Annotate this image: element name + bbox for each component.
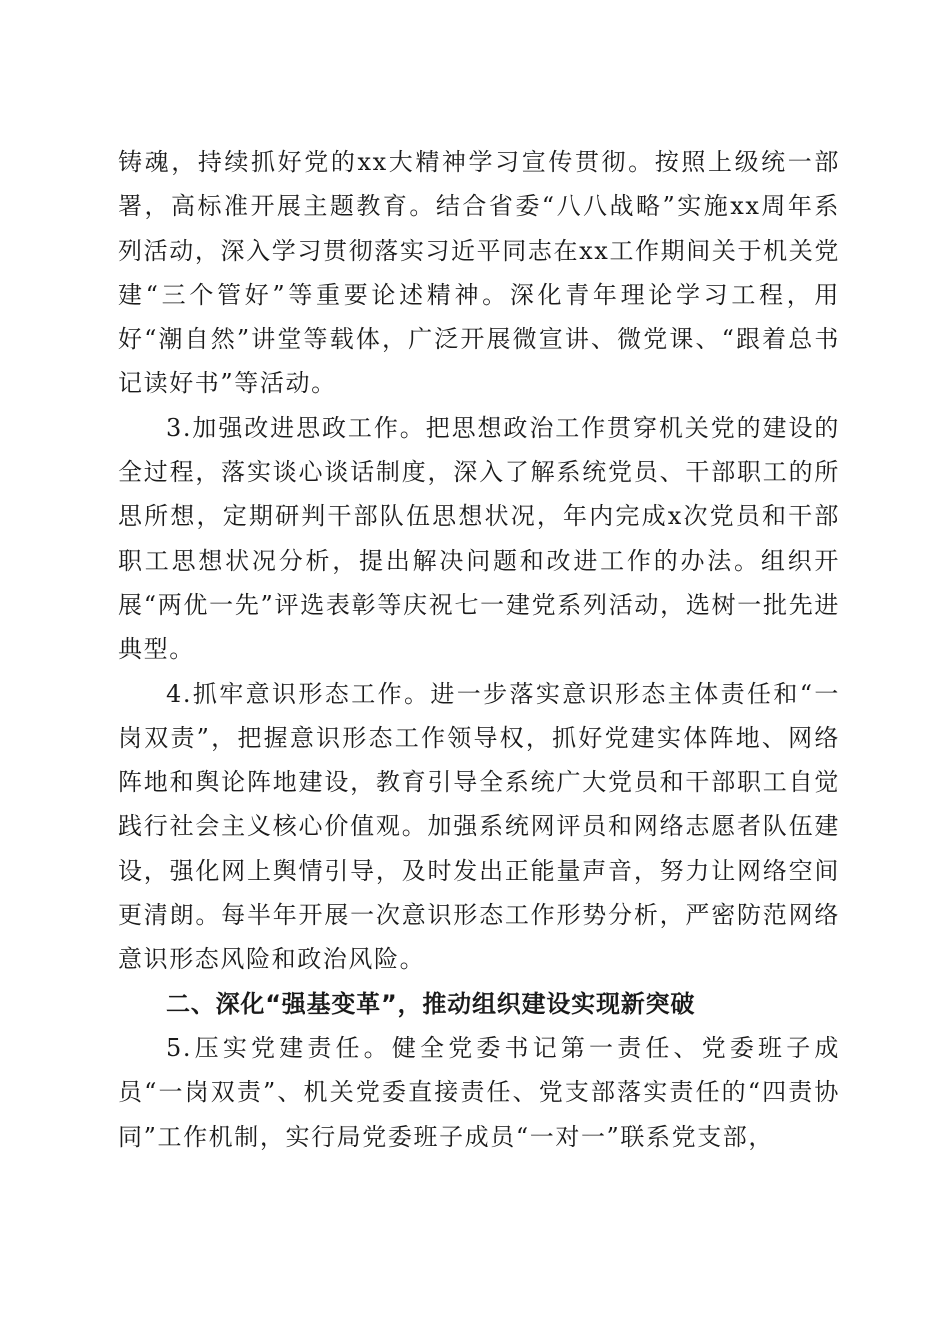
section-heading-2: 二、深化“强基变革”，推动组织建设实现新突破 <box>166 989 696 1018</box>
paragraph-item-4: 4.抓牢意识形态工作。进一步落实意识形态主体责任和“一岗双责”，把握意识形态工作领导权，抓好党建实体阵地、网络阵地和舆论阵地建设，教育引导全系统广大党员和干部职工自觉践行社会主义核心价值观。加强系统网评员和网络志愿者队伍建设，强化网上舆情引导，及时发出正能量声音，努力让网络空间更清朗。每半年开展一次意识形态工作形势分析，严密防范网络意识形态风险和政治风险。 <box>118 679 840 974</box>
paragraph-item-3: 3.加强改进思政工作。把思想政治工作贯穿机关党的建设的全过程，落实谈心谈话制度，深入了解系统党员、干部职工的所思所想，定期研判干部队伍思想状况，年内完成x次党员和干部职工思想状况分析，提出解决问题和改进工作的办法。组织开展“两优一先”评选表彰等庆祝七一建党系列活动，选树一批先进典型。 <box>118 413 840 664</box>
paragraph-continuation: 铸魂，持续抓好党的xx大精神学习宣传贯彻。按照上级统一部署，高标准开展主题教育。结合省委“八八战略”实施xx周年系列活动，深入学习贯彻落实习近平同志在xx工作期间关于机关党建“三个管好”等重要论述精神。深化青年理论学习工程，用好“潮自然”讲堂等载体，广泛开展微宣讲、微党课、“跟着总书记读好书”等活动。 <box>118 148 840 398</box>
paragraph-item-5: 5.压实党建责任。健全党委书记第一责任、党委班子成员“一岗双责”、机关党委直接责任、党支部落实责任的“四责协同”工作机制，实行局党委班子成员“一对一”联系党支部， <box>118 1033 840 1151</box>
document-body <box>118 140 840 1159</box>
